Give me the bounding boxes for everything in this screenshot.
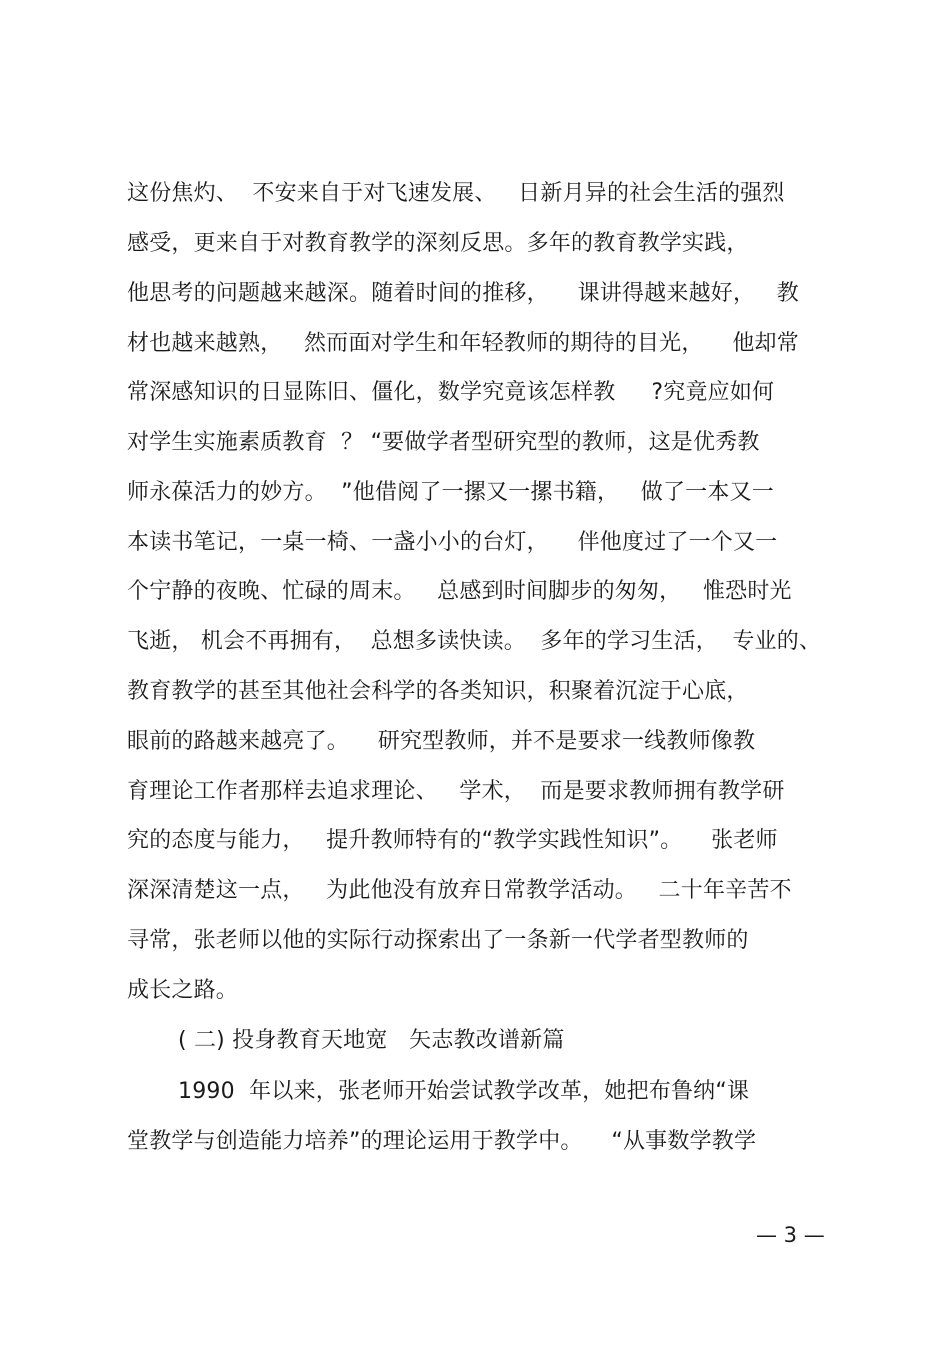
body-line-9: 个宁静的夜晚、忙碌的周末。 总感到时间脚步的匆匆， 惟恐时光 (127, 579, 792, 604)
body-line-3: 他思考的问题越来越深。随着时间的推移， 课讲得越来越好， 教 (127, 281, 799, 306)
para2-line-1: 1990 年以来，张老师开始尝试教学改革，她把布鲁纳“课 (178, 1079, 750, 1104)
body-line-12: 眼前的路越来越亮了。 研究型教师，并不是要求一线教师像教 (127, 729, 756, 754)
body-line-14: 究的态度与能力， 提升教师特有的“教学实践性知识”。 张老师 (127, 828, 778, 853)
section-heading: ( 二) 投身教育天地宽 矢志教改谱新篇 (178, 1028, 565, 1053)
body-line-4: 材也越来越熟， 然而面对学生和年轻教师的期待的目光， 他却常 (127, 331, 799, 356)
body-line-2: 感受，更来自于对教育教学的深刻反思。多年的教育教学实践， (127, 231, 749, 256)
body-line-1: 这份焦灼、 不安来自于对飞速发展、 日新月异的社会生活的强烈 (127, 181, 785, 206)
body-line-16: 寻常，张老师以他的实际行动探索出了一条新一代学者型教师的 (127, 928, 749, 953)
body-line-6: 对学生实施素质教育 ？ “要做学者型研究型的教师，这是优秀教 (127, 430, 760, 455)
body-line-13: 育理论工作者那样去追求理论、 学术， 而是要求教师拥有教学研 (127, 779, 785, 804)
body-line-10: 飞逝， 机会不再拥有， 总想多读快读。 多年的学习生活， 专业的、 (127, 629, 822, 654)
body-line-7: 师永葆活力的妙方。 ”他借阅了一摞又一摞书籍， 做了一本又一 (127, 480, 774, 505)
body-line-5: 常深感知识的日显陈旧、僵化，数学究竟该怎样教 ?究竟应如何 (127, 380, 775, 405)
body-line-11: 教育教学的甚至其他社会科学的各类知识，积聚着沉淀于心底， (127, 679, 749, 704)
body-line-17: 成长之路。 (127, 978, 239, 1003)
page-number: — 3 — (756, 1223, 825, 1247)
para2-line-2: 堂教学与创造能力培养”的理论运用于教学中。 “从事数学教学 (127, 1129, 757, 1154)
body-line-15: 深深清楚这一点， 为此他没有放弃日常教学活动。 二十年辛苦不 (127, 878, 792, 903)
body-line-8: 本读书笔记，一桌一椅、一盏小小的台灯， 伴他度过了一个又一 (127, 530, 778, 555)
